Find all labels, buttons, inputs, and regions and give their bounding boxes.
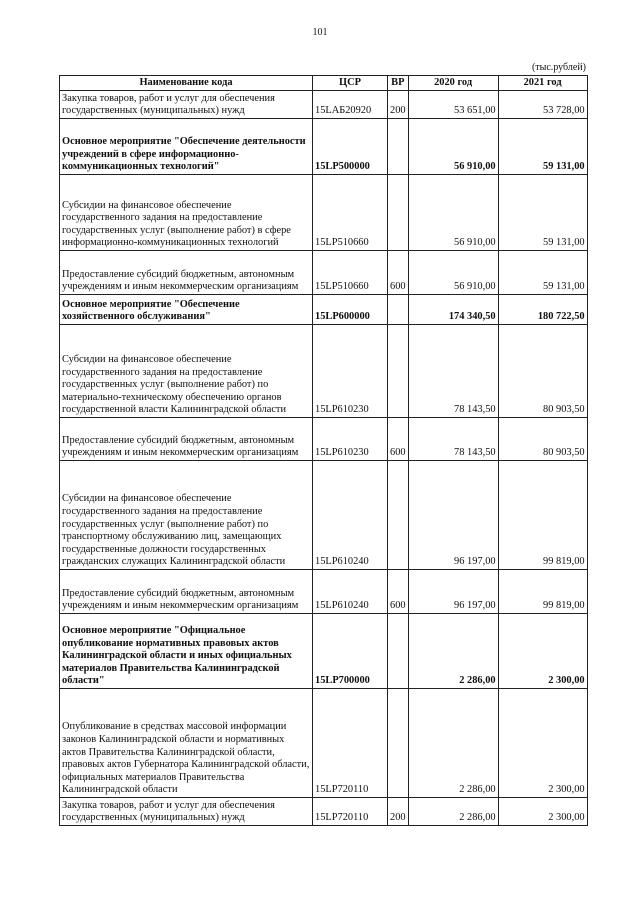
row-2021: 59 131,00 — [498, 251, 587, 295]
row-2020: 56 910,00 — [408, 119, 498, 175]
header-2020: 2020 год — [408, 76, 498, 91]
row-csr: 15LP720110 — [313, 798, 388, 826]
row-csr: 15LP610240 — [313, 461, 388, 570]
row-csr: 15LP610230 — [313, 325, 388, 418]
row-2021: 99 819,00 — [498, 570, 587, 614]
row-csr: 15LP610230 — [313, 418, 388, 461]
row-vr: 600 — [388, 570, 409, 614]
row-vr: 600 — [388, 251, 409, 295]
header-2021: 2021 год — [498, 76, 587, 91]
row-2020: 174 340,50 — [408, 295, 498, 325]
row-2021: 99 819,00 — [498, 461, 587, 570]
row-name: Закупка товаров, работ и услуг для обеспечения государственных (муниципальных) нужд — [60, 91, 313, 119]
row-2021: 59 131,00 — [498, 175, 587, 251]
row-2020: 96 197,00 — [408, 570, 498, 614]
row-2021: 2 300,00 — [498, 614, 587, 689]
row-csr: 15LP610240 — [313, 570, 388, 614]
row-2021: 53 728,00 — [498, 91, 587, 119]
row-2020: 96 197,00 — [408, 461, 498, 570]
row-2021: 180 722,50 — [498, 295, 587, 325]
table-row — [60, 119, 588, 175]
row-name: Предоставление субсидий бюджетным, автономным учреждениям и иным некоммерческим организациям — [60, 418, 313, 461]
table-row — [60, 798, 588, 826]
table-header-row — [60, 76, 588, 91]
table-row — [60, 295, 588, 325]
row-csr: 15LP600000 — [313, 295, 388, 325]
row-name: Субсидии на финансовое обеспечение государственного задания на предоставление государственных услуг (выполнение работ) по материально-техническому обеспечению органов государственной власти Калининградской области — [60, 325, 313, 418]
row-vr: 200 — [388, 91, 409, 119]
row-name: Основное мероприятие "Обеспечение деятельности учреждений в сфере информационно-коммуникационных технологий" — [60, 119, 313, 175]
row-2020: 56 910,00 — [408, 175, 498, 251]
table-row — [60, 461, 588, 570]
row-vr: 200 — [388, 798, 409, 826]
row-2021: 59 131,00 — [498, 119, 587, 175]
row-2020: 53 651,00 — [408, 91, 498, 119]
row-2021: 2 300,00 — [498, 798, 587, 826]
table-row — [60, 570, 588, 614]
row-2020: 2 286,00 — [408, 798, 498, 826]
row-2020: 78 143,50 — [408, 325, 498, 418]
row-2020: 2 286,00 — [408, 689, 498, 798]
row-csr: 15LP720110 — [313, 689, 388, 798]
row-2021: 80 903,50 — [498, 418, 587, 461]
row-2020: 56 910,00 — [408, 251, 498, 295]
row-csr: 15LP700000 — [313, 614, 388, 689]
header-name: Наименование кода — [60, 76, 313, 91]
table-row — [60, 689, 588, 798]
table-row — [60, 175, 588, 251]
row-2020: 78 143,50 — [408, 418, 498, 461]
row-csr: 15LАБ20920 — [313, 91, 388, 119]
table-row — [60, 91, 588, 119]
header-csr: ЦСР — [313, 76, 388, 91]
row-vr: 600 — [388, 418, 409, 461]
units-label: (тыс.рублей) — [531, 62, 586, 73]
row-csr: 15LP500000 — [313, 119, 388, 175]
row-2020: 2 286,00 — [408, 614, 498, 689]
row-csr: 15LP510660 — [313, 175, 388, 251]
row-name: Опубликование в средствах массовой информации законов Калининградской области и нормативных актов Правительства Калининградской области, правовых актов Губернатора Калининградской области, официальных материалов Правительства Калининградской области — [60, 689, 313, 798]
table-row — [60, 251, 588, 295]
row-name: Основное мероприятие "Официальное опубликование нормативных правовых актов Калининградской области и иных официальных материалов Правительства Калининградской области" — [60, 614, 313, 689]
row-2021: 80 903,50 — [498, 325, 587, 418]
row-vr — [388, 175, 409, 251]
row-vr — [388, 119, 409, 175]
row-vr — [388, 325, 409, 418]
row-name: Предоставление субсидий бюджетным, автономным учреждениям и иным некоммерческим организациям — [60, 251, 313, 295]
row-csr: 15LP510660 — [313, 251, 388, 295]
table-row — [60, 418, 588, 461]
row-vr — [388, 461, 409, 570]
row-name: Закупка товаров, работ и услуг для обеспечения государственных (муниципальных) нужд — [60, 798, 313, 826]
row-name: Основное мероприятие "Обеспечение хозяйственного обслуживания" — [60, 295, 313, 325]
budget-table — [59, 75, 588, 826]
row-2021: 2 300,00 — [498, 689, 587, 798]
row-name: Субсидии на финансовое обеспечение государственного задания на предоставление государственных услуг (выполнение работ) по транспортному обслуживанию лиц, замещающих государственные должности государственных гражданских служащих Калининградской области — [60, 461, 313, 570]
row-name: Субсидии на финансовое обеспечение государственного задания на предоставление государственных услуг (выполнение работ) в сфере информационно-коммуникационных технологий — [60, 175, 313, 251]
row-vr — [388, 614, 409, 689]
header-vr: ВР — [388, 76, 409, 91]
page-number: 101 — [312, 27, 328, 38]
row-name: Предоставление субсидий бюджетным, автономным учреждениям и иным некоммерческим организациям — [60, 570, 313, 614]
table-row — [60, 614, 588, 689]
row-vr — [388, 689, 409, 798]
row-vr — [388, 295, 409, 325]
table-row — [60, 325, 588, 418]
